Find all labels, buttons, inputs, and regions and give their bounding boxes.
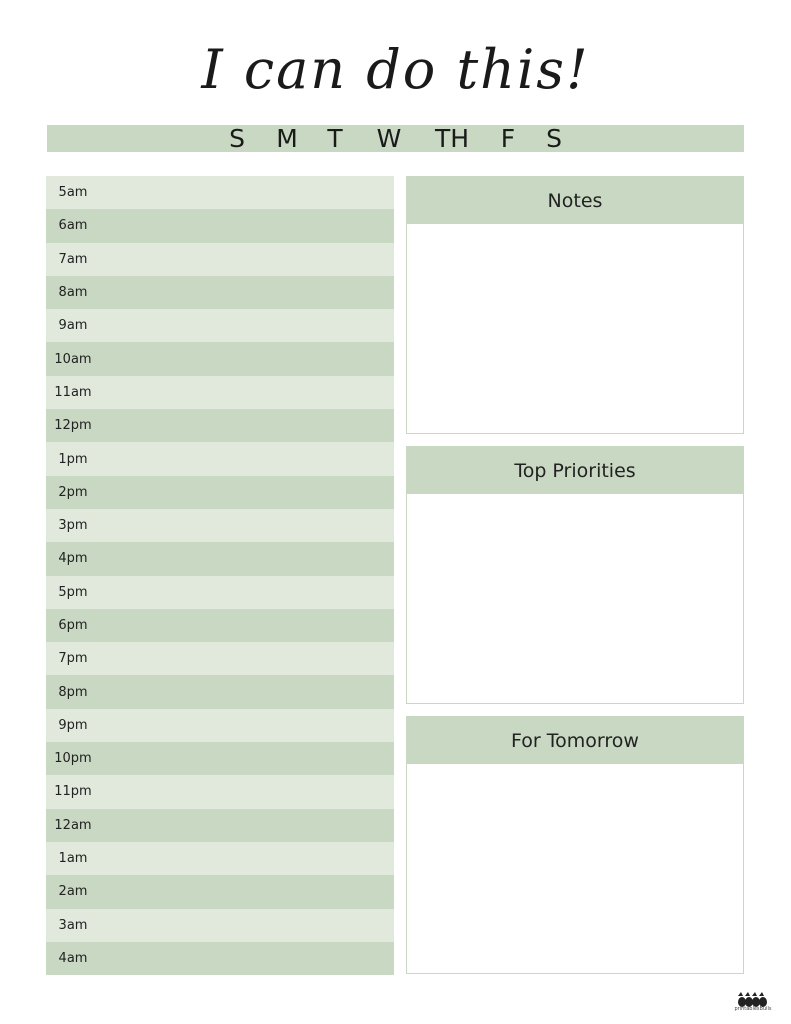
day-tuesday[interactable]: T — [327, 124, 343, 153]
weekday-bar — [47, 125, 744, 152]
day-sunday[interactable]: S — [229, 124, 245, 153]
schedule-row[interactable] — [46, 809, 394, 842]
for-tomorrow-panel[interactable] — [406, 716, 744, 974]
time-label: 10pm — [54, 751, 92, 767]
schedule-row[interactable] — [46, 342, 394, 375]
time-label: 6am — [58, 218, 88, 234]
top-priorities-heading: Top Priorities — [407, 447, 743, 494]
time-label: 9pm — [58, 717, 88, 733]
schedule-row[interactable] — [46, 609, 394, 642]
schedule-row[interactable] — [46, 309, 394, 342]
schedule-row[interactable] — [46, 842, 394, 875]
time-label: 8am — [58, 285, 88, 301]
day-wednesday[interactable]: W — [376, 124, 402, 153]
time-label: 1am — [58, 851, 88, 867]
notes-panel[interactable] — [406, 176, 744, 434]
schedule-row[interactable] — [46, 276, 394, 309]
time-label: 10am — [54, 351, 92, 367]
time-label: 2pm — [58, 484, 88, 500]
day-thursday[interactable]: TH — [434, 124, 470, 153]
schedule-row[interactable] — [46, 742, 394, 775]
time-label: 12am — [54, 817, 92, 833]
time-label: 11pm — [54, 784, 92, 800]
time-label: 3pm — [58, 518, 88, 534]
time-label: 2am — [58, 884, 88, 900]
schedule-row[interactable] — [46, 576, 394, 609]
for-tomorrow-heading: For Tomorrow — [407, 717, 743, 764]
time-label: 7pm — [58, 651, 88, 667]
schedule-row[interactable] — [46, 875, 394, 908]
schedule-row[interactable] — [46, 476, 394, 509]
day-friday[interactable]: F — [500, 124, 516, 153]
schedule-row[interactable] — [46, 542, 394, 575]
schedule-row[interactable] — [46, 376, 394, 409]
time-label: 5am — [58, 185, 88, 201]
time-label: 4am — [58, 950, 88, 966]
brand-logo-text: printablesBulls — [734, 1006, 772, 1012]
schedule-row[interactable] — [46, 409, 394, 442]
schedule-row[interactable] — [46, 509, 394, 542]
time-label: 8pm — [58, 684, 88, 700]
schedule-row[interactable] — [46, 642, 394, 675]
schedule-row[interactable] — [46, 775, 394, 808]
schedule-row[interactable] — [46, 243, 394, 276]
time-label: 7am — [58, 251, 88, 267]
time-label: 12pm — [54, 418, 92, 434]
time-label: 3am — [58, 917, 88, 933]
schedule-row[interactable] — [46, 675, 394, 708]
time-label: 5pm — [58, 584, 88, 600]
schedule-row[interactable] — [46, 442, 394, 475]
schedule-row[interactable] — [46, 709, 394, 742]
time-label: 9am — [58, 318, 88, 334]
time-label: 4pm — [58, 551, 88, 567]
notes-heading: Notes — [407, 177, 743, 224]
day-saturday[interactable]: S — [546, 124, 562, 153]
day-monday[interactable]: M — [276, 124, 298, 153]
schedule-row[interactable] — [46, 209, 394, 242]
schedule-row[interactable] — [46, 942, 394, 975]
time-label: 1pm — [58, 451, 88, 467]
hourly-schedule — [46, 176, 394, 975]
page-title: I can do this! — [201, 38, 590, 101]
schedule-row[interactable] — [46, 176, 394, 209]
time-label: 11am — [54, 384, 92, 400]
time-label: 6pm — [58, 618, 88, 633]
schedule-row[interactable] — [46, 909, 394, 942]
top-priorities-panel[interactable] — [406, 446, 744, 704]
